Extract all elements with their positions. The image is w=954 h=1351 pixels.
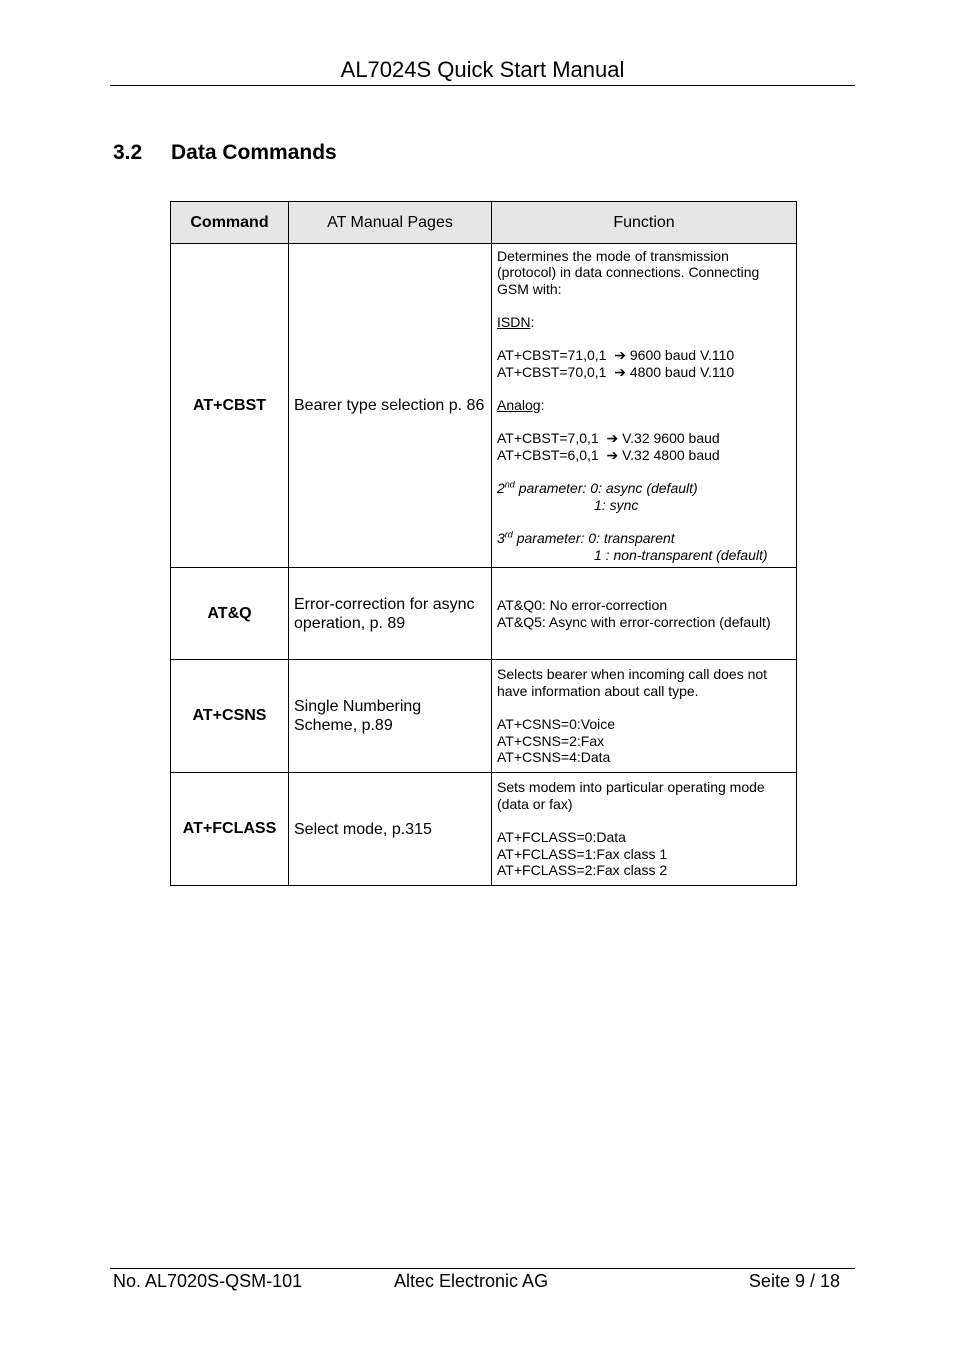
isdn-result-1: 9600 baud V.110 [629,347,735,364]
param2-option: 1: sync [594,496,639,513]
function-line: AT+FCLASS=0:Data [497,829,626,845]
pages-cell: Single Numbering Scheme, p.89 [289,660,492,773]
document-header-title: AL7024S Quick Start Manual [340,57,625,82]
isdn-label: ISDN [497,314,531,331]
function-line: AT+FCLASS=2:Fax class 2 [497,862,668,879]
table-row [171,244,797,568]
footer-divider [110,1268,855,1269]
pages-cell: Bearer type selection p. 86 [289,244,492,568]
isdn-result-2: 4800 baud V.110 [629,364,735,381]
analog-result-1: V.32 9600 baud [622,430,720,447]
function-line: AT&Q0: No error-correction [497,596,668,613]
param3-suffix: rd [504,529,513,540]
param2-text: parameter: 0: async (default) [518,480,698,497]
function-line: AT+CSNS=2:Fax [497,732,605,749]
command-cell: AT+FCLASS [171,773,289,886]
pages-cell: Error-correction for async operation, p. 89 [289,568,492,660]
data-commands-table [170,201,797,886]
arrow-right-icon: ➔ [606,430,619,447]
analog-command-2: AT+CBST=6,0,1 [497,446,599,463]
table-row [171,773,797,886]
arrow-right-icon: ➔ [606,446,619,463]
command-cell: AT&Q [171,568,289,660]
function-line: AT+CSNS=0:Voice [497,716,616,732]
function-cell [492,568,797,660]
function-line: AT+FCLASS=1:Fax class 1 [497,845,668,862]
isdn-command-2: AT+CBST=70,0,1 [497,364,607,381]
analog-command-1: AT+CBST=7,0,1 [497,430,599,447]
analog-result-2: V.32 4800 baud [622,446,720,463]
table-row [171,660,797,773]
function-line: AT+CSNS=4:Data [497,749,611,766]
function-cell [492,773,797,886]
function-intro: Selects bearer when incoming call does not have information about call type. [497,666,768,699]
column-header-function: Function [492,202,797,244]
function-intro: Sets modem into particular operating mode (data or fax) [497,779,765,812]
command-cell: AT+CBST [171,244,289,568]
param3-option: 1 : non-transparent (default) [594,546,768,563]
column-header-pages: AT Manual Pages [289,202,492,244]
header-divider [110,85,855,86]
param2-suffix: nd [504,479,515,490]
section-heading [113,140,337,166]
table-row [171,568,797,660]
section-number: 3.2 [113,141,143,164]
pages-cell: Select mode, p.315 [289,773,492,886]
section-title: Data Commands [171,141,337,164]
param3-text: parameter: 0: transparent [516,529,675,546]
footer-page-number: Seite 9 / 18 [748,1271,840,1291]
column-header-command: Command [171,202,289,244]
arrow-right-icon: ➔ [614,347,626,364]
function-line: AT&Q5: Async with error-correction (default) [497,613,771,630]
footer-doc-number: No. AL7020S-QSM-101 [113,1271,303,1291]
table-header-row [171,202,797,244]
function-cell [492,660,797,773]
param2-number: 2 [497,480,505,497]
arrow-right-icon: ➔ [614,364,626,381]
command-cell: AT+CSNS [171,660,289,773]
analog-label: Analog [497,397,541,414]
isdn-command-1: AT+CBST=71,0,1 [497,347,607,364]
footer-company: Altec Electronic AG [394,1271,549,1291]
param3-number: 3 [497,529,505,546]
function-cell: Determines the mode of transmission (protocol) in data connections. Connecting GSM with: ISDN: AT+CBST=71,0,1 ➔ 9600 baud V.110 AT+CBST=70,0,1 ➔ 4800 baud V.110 Analog: AT+CBST=7,0,1 ➔ V.32 9600 baud AT+CBST=6,0,1 ➔ V.32 4800 baud 2nd parameter: 0: async (default) 1: sync 3rd parameter: 0: transparent 1 : non-transparent (default) [492,244,797,568]
function-intro: Determines the mode of transmission (protocol) in data connections. Connecting GSM with: [497,247,760,298]
